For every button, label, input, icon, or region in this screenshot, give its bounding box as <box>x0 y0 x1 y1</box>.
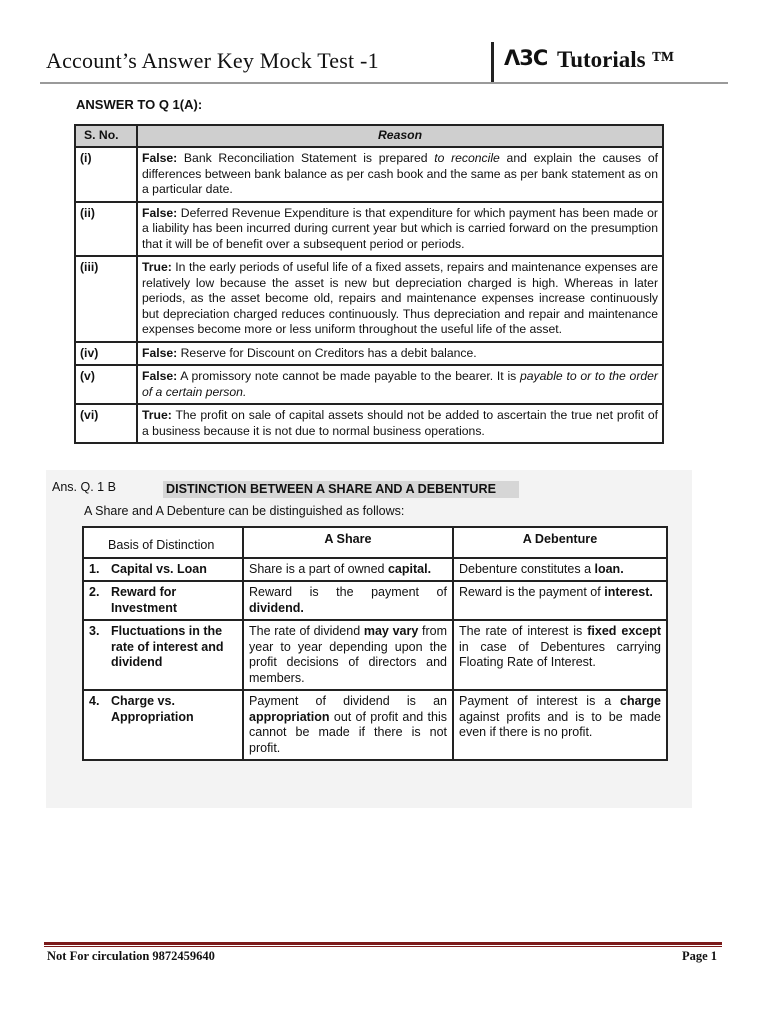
cell-bold-text: appropriation <box>249 709 330 724</box>
column-header-share: A Share <box>243 527 453 558</box>
row-sno: (iv) <box>75 342 137 366</box>
q1b-intro: A Share and A Debenture can be distinguished as follows: <box>84 504 405 518</box>
cell-bold-text: interest. <box>604 585 653 599</box>
reason-text: Reserve for Discount on Creditors has a debit balance. <box>177 345 477 360</box>
verdict: False: <box>142 345 178 360</box>
verdict: True: <box>142 260 172 274</box>
reason-text: The profit on sale of capital assets should not be added to ascertain the true net profit of a business because it is not due to normal business operations. <box>142 408 658 438</box>
table-row <box>83 620 667 690</box>
footer-notice: Not For circulation 9872459640 <box>47 949 215 963</box>
cell-text: in case of Debentures carrying Floating Rate of Interest. <box>459 639 661 669</box>
abc-logo: ꓥ3C <box>504 46 548 70</box>
column-header-debenture: A Debenture <box>453 527 667 558</box>
column-header-sno: S. No. <box>75 125 137 147</box>
q1a-heading: ANSWER TO Q 1(A): <box>76 97 203 112</box>
row-sno: (v) <box>75 365 137 404</box>
share-vs-debenture-table <box>82 526 668 761</box>
row-number: 2. <box>89 585 100 599</box>
row-number: 4. <box>89 694 100 708</box>
cell-text: The rate of interest is <box>459 624 588 638</box>
share-cell <box>243 581 453 620</box>
row-sno: (i) <box>75 147 137 202</box>
row-sno: (iii) <box>75 256 137 342</box>
cell-bold-text: may vary <box>363 624 419 638</box>
cell-text: Debenture constitutes a <box>459 561 595 576</box>
row-reason <box>137 342 663 366</box>
reason-emphasis: to reconcile <box>434 151 500 165</box>
cell-bold-text: fixed except <box>587 624 661 638</box>
basis-label: Charge vs. Appropriation <box>111 694 194 724</box>
table-row <box>83 558 667 582</box>
debenture-cell <box>453 690 667 760</box>
table-row <box>75 404 663 443</box>
verdict: False: <box>142 151 178 165</box>
q1b-heading: DISTINCTION BETWEEN A SHARE AND A DEBENTURE <box>163 481 519 498</box>
verdict: False: <box>142 369 178 383</box>
column-header-basis: Basis of Distinction <box>83 527 243 558</box>
debenture-cell <box>453 581 667 620</box>
table-row <box>75 147 663 202</box>
reason-emphasis: payable to or to the order of a certain person. <box>142 369 658 399</box>
reason-text: In the early periods of useful life of a fixed assets, repairs and maintenance expenses are relatively low because the asset is new but depreciation charged is high. Whereas in later periods, as the asset become old, repairs and maintenance expenses increase continuously but depreciation charged reduces continuously. Thus depreciation and repair and maintenance expenses become more or less uniform throughout the useful life of the asset. <box>142 260 658 336</box>
reason-text: and explain the causes of differences between bank balance as per cash book and the same as per bank statement as on a particular date. <box>142 151 659 196</box>
row-basis <box>83 581 243 620</box>
cell-text: Reward is the payment of <box>249 585 447 599</box>
debenture-cell <box>453 620 667 690</box>
cell-text: against profits and is to be made even if there is no profit. <box>459 709 661 739</box>
column-header-reason: Reason <box>137 125 663 147</box>
table-row <box>75 256 663 342</box>
row-reason <box>137 256 663 342</box>
table-row <box>75 342 663 366</box>
cell-text: Payment of dividend is an <box>249 694 447 708</box>
reason-text: Bank Reconciliation Statement is prepared <box>177 151 435 165</box>
header-rule <box>40 82 728 84</box>
basis-label: Fluctuations in the rate of interest and dividend <box>111 624 224 669</box>
cell-text: out of profit and this cannot be made if there is not profit. <box>249 709 447 755</box>
row-basis <box>83 620 243 690</box>
header-divider <box>491 42 494 82</box>
row-number: 1. <box>89 561 100 576</box>
cell-text: The rate of dividend <box>249 624 364 638</box>
cell-bold-text: dividend. <box>249 600 304 615</box>
footer-rule-thin <box>44 946 722 947</box>
cell-bold-text: capital. <box>387 561 432 576</box>
row-basis <box>83 690 243 760</box>
cell-text: Reward is the payment of <box>459 585 605 599</box>
basis-label: Reward for Investment <box>111 585 177 615</box>
row-reason <box>137 404 663 443</box>
reason-text: Deferred Revenue Expenditure is that expenditure for which payment has been made or a liability has been incurred during current year but which is carried forward on the presumption that it will be of benefit over a subsequent period or periods. <box>142 205 658 251</box>
verdict: True: <box>142 408 172 422</box>
verdict: False: <box>142 205 178 220</box>
share-cell <box>243 558 453 582</box>
debenture-cell <box>453 558 667 582</box>
table-row <box>75 202 663 257</box>
table-row <box>83 581 667 620</box>
row-reason <box>137 202 663 257</box>
footer-rule <box>44 942 722 945</box>
brand-name: Tutorials ™ <box>557 47 675 72</box>
row-sno: (ii) <box>75 202 137 257</box>
share-cell <box>243 690 453 760</box>
row-reason <box>137 147 663 202</box>
row-basis <box>83 558 243 582</box>
q1b-label: Ans. Q. 1 B <box>52 480 116 494</box>
reason-text: A promissory note cannot be made payable to the bearer. It is <box>177 369 520 383</box>
cell-bold-text: loan. <box>594 561 624 576</box>
row-reason <box>137 365 663 404</box>
cell-text: Share is a part of owned <box>249 561 388 576</box>
basis-label: Capital vs. Loan <box>111 561 207 576</box>
cell-bold-text: charge <box>620 694 661 708</box>
row-number: 3. <box>89 624 100 638</box>
cell-text: Payment of interest is a <box>459 694 620 708</box>
cell-text: from year to year depending upon the profit decisions of directors and members. <box>249 624 447 685</box>
table-row <box>83 690 667 760</box>
document-title: Account’s Answer Key Mock Test -1 <box>46 48 379 73</box>
table-header-row <box>75 125 663 147</box>
table-row <box>75 365 663 404</box>
page-number: Page 1 <box>682 949 718 963</box>
row-sno: (vi) <box>75 404 137 443</box>
share-cell <box>243 620 453 690</box>
q1a-answer-table <box>74 124 664 444</box>
table-header-row <box>83 527 667 558</box>
